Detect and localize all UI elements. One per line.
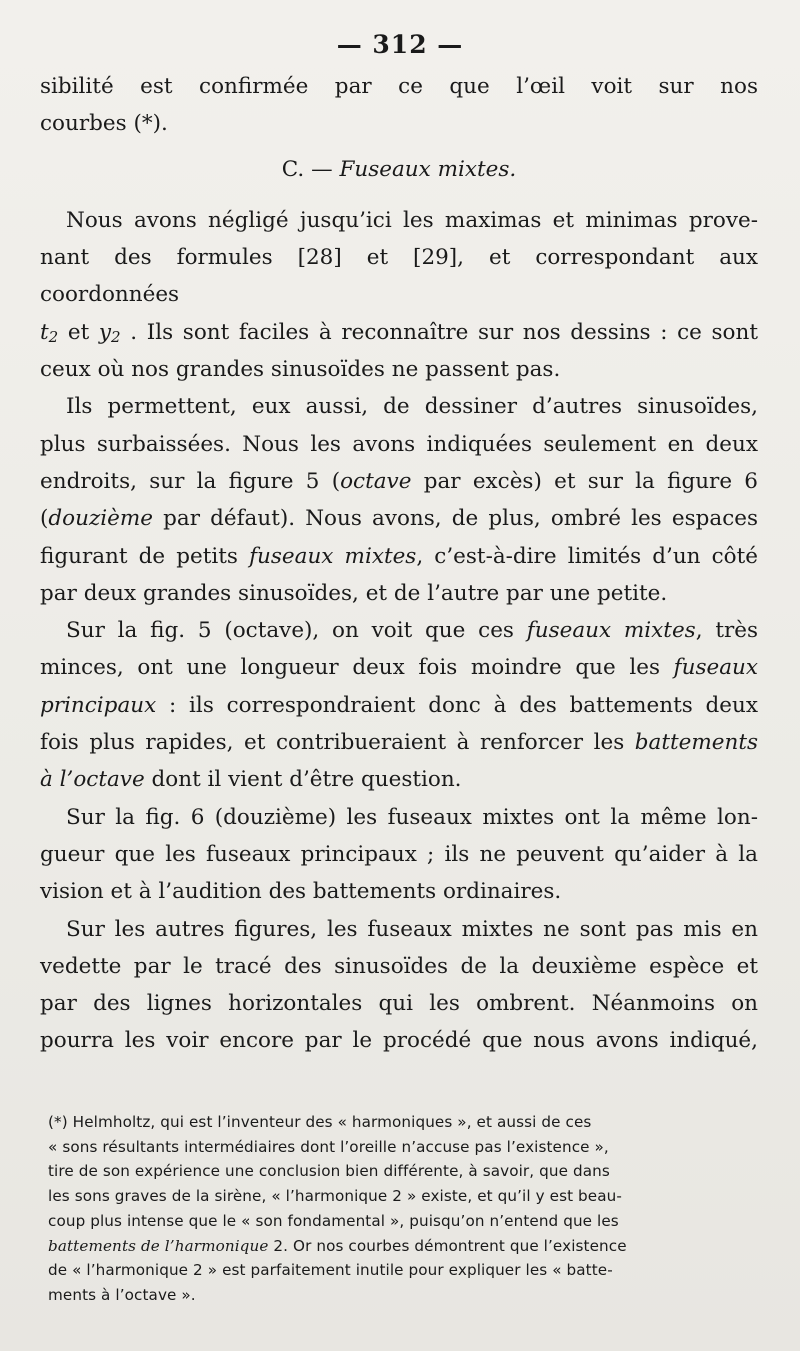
p2-fuseaux-mixtes: fuseaux mixtes <box>249 543 417 569</box>
p5-line-2: vedette par le tracé des sinusoïdes de la deuxième espèce et <box>40 953 758 979</box>
p2-octave: octave <box>340 468 412 494</box>
footnote-line-4: les sons graves de la sirène, « l’harmonique 2 » existe, et qu’il y est beau- <box>48 1187 622 1206</box>
p2-line-1: Ils permettent, eux aussi, de dessiner d’autres sinusoïdes, <box>66 394 758 420</box>
main-text <box>40 68 758 1060</box>
p1-line-1: Nous avons négligé jusqu’ici les maximas et minimas prove- <box>66 207 758 233</box>
p2-line-4 <box>40 500 758 537</box>
p2-douzieme: douzième <box>48 506 153 532</box>
p2-line-2: plus surbaissées. Nous les avons indiquées seulement en deux <box>40 431 758 457</box>
var-y: y <box>98 319 112 345</box>
p4-line-1: Sur la fig. 6 (douzième) les fuseaux mixtes ont la même lon- <box>66 804 758 830</box>
footnote-line-5: coup plus intense que le « son fondamental », puisqu’on n’entend que les <box>48 1211 619 1230</box>
footnote-line-2: « sons résultants intermédiaires dont l’oreille n’accuse pas l’existence », <box>48 1137 609 1156</box>
p2-line-6: par deux grandes sinusoïdes, et de l’autre par une petite. <box>40 580 668 606</box>
p4-line-3: vision et à l’audition des battements ordinaires. <box>40 879 562 905</box>
p2-line-4b: par défaut). Nous avons, de plus, ombré les espaces <box>152 506 758 532</box>
footnote-line-7: de « l’harmonique 2 » est parfaitement inutile pour expliquer les « batte- <box>48 1261 613 1280</box>
p3-battements: battements <box>634 730 758 756</box>
p2-line-3 <box>40 463 758 500</box>
p5-line-4: pourra les voir encore par le procédé que nous avons indiqué, <box>40 1028 758 1054</box>
p3-line-1b: , très <box>695 618 759 644</box>
footnote <box>48 1110 762 1308</box>
p4-line-2: gueur que les fuseaux principaux ; ils ne peuvent qu’aider à la <box>40 841 758 867</box>
footnote-line-6-rest: 2. Or nos courbes démontrent que l’existence <box>268 1236 627 1255</box>
p3-line-5b: dont il vient d’être question. <box>144 767 462 793</box>
intro-line-2: courbes (*). <box>40 111 168 137</box>
p2-line-3a: endroits, sur la figure 5 ( <box>40 468 341 494</box>
p3-line-1a: Sur la fig. 5 (octave), on voit que ces <box>66 618 527 644</box>
heading-title: Fuseaux mixtes. <box>339 156 517 182</box>
p3-principaux: principaux <box>40 692 157 718</box>
p1-line-2: nant des formules [28] et [29], et correspondant aux coordonnées <box>40 245 758 308</box>
p2-line-4a: ( <box>40 506 49 532</box>
p5-line-3: par des lignes horizontales qui les ombrent. Néanmoins on <box>40 991 758 1017</box>
p2-line-3b: par excès) et sur la figure 6 <box>411 468 758 494</box>
var-y-subscript: 2 <box>111 327 121 346</box>
section-heading <box>40 151 758 188</box>
p3-line-3b: : ils correspondraient donc à des battements deux <box>156 692 758 718</box>
footnote-line-8: ments à l’octave ». <box>48 1285 196 1304</box>
footnote-italic-phrase: battements de l’harmonique <box>48 1236 269 1255</box>
heading-prefix: C. — <box>281 156 333 182</box>
page-number: — 312 — <box>336 30 464 59</box>
p1-line-4: ceux où nos grandes sinusoïdes ne passent pas. <box>40 357 561 383</box>
p3-line-4 <box>40 724 758 761</box>
p2-line-5 <box>40 538 758 575</box>
p1-line-3 <box>40 314 758 351</box>
p3-fuseaux: fuseaux <box>673 655 758 681</box>
p3-line-2a: minces, ont une longueur deux fois moindre que les <box>40 655 674 681</box>
p3-line-3 <box>40 687 758 724</box>
p3-line-1 <box>40 612 758 649</box>
footnote-line-6 <box>48 1234 762 1259</box>
p3-fuseaux-mixtes: fuseaux mixtes <box>526 618 696 644</box>
p2-line-5b: , c’est-à-dire limités d’un côté <box>416 543 758 569</box>
p1-line-3-rest: . Ils sont faciles à reconnaître sur nos dessins : ce sont <box>120 319 758 345</box>
p2-line-5a: figurant de petits <box>40 543 250 569</box>
p3-line-2 <box>40 649 758 686</box>
footnote-line-1: (*) Helmholtz, qui est l’inventeur des « harmoniques », et aussi de ces <box>48 1113 592 1131</box>
p5-line-1: Sur les autres figures, les fuseaux mixtes ne sont pas mis en <box>66 916 758 942</box>
p3-line-5 <box>40 761 758 798</box>
footnote-line-3: tire de son expérience une conclusion bien différente, à savoir, que dans <box>48 1162 610 1181</box>
var-t-subscript: 2 <box>48 327 59 346</box>
p1-et: et <box>58 319 99 345</box>
var-t: t <box>40 319 49 345</box>
p3-a-l-octave: à l’octave <box>40 767 145 793</box>
intro-line-1: sibilité est confirmée par ce que l’œil voit sur nos <box>40 74 758 99</box>
p3-line-4a: fois plus rapides, et contribueraient à renforcer les <box>40 730 635 756</box>
